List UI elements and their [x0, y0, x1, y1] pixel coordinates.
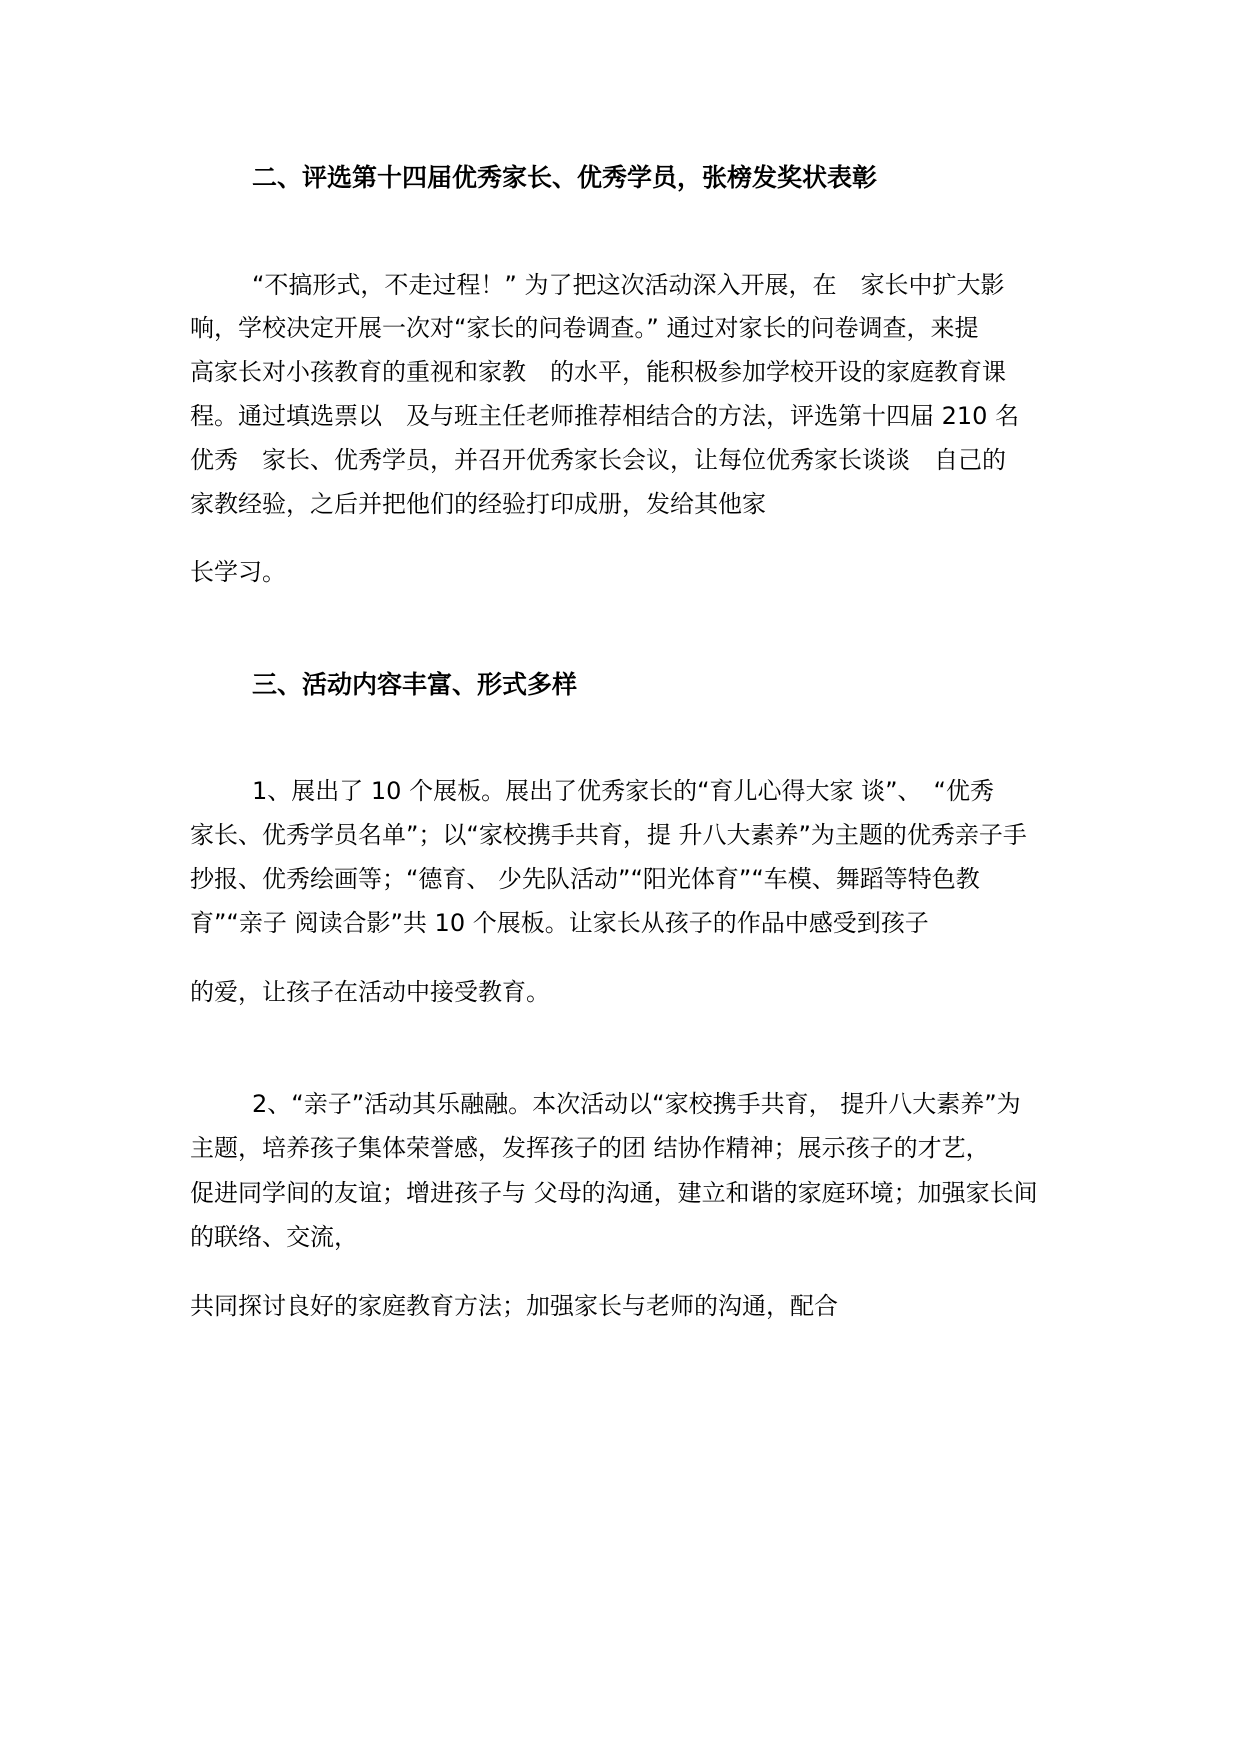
section-2-line-1: “不搞形式，不走过程！” 为了把这次活动深入开展，在 家长中扩大影	[252, 271, 1005, 299]
item-1-line-5: 的爱，让孩子在活动中接受教育。	[190, 978, 550, 1006]
item-1-line-4: 育”“亲子 阅读合影”共 10 个展板。让家长从孩子的作品中感受到孩子	[190, 909, 929, 937]
item-1-line-3: 抄报、优秀绘画等；“德育、 少先队活动”“阳光体育”“车模、舞蹈等特色教	[190, 865, 980, 893]
section-2-line-3: 高家长对小孩教育的重视和家教 的水平，能积极参加学校开设的家庭教育课	[190, 358, 1006, 386]
section-2-heading: 二、评选第十四届优秀家长、优秀学员，张榜发奖状表彰	[252, 163, 878, 192]
section-2-line-7: 长学习。	[190, 558, 286, 586]
section-2-line-4: 程。通过填选票以 及与班主任老师推荐相结合的方法，评选第十四届 210 名	[190, 402, 1020, 430]
item-1-line-1: 1、展出了 10 个展板。展出了优秀家长的“育儿心得大家 谈”、 “优秀	[252, 777, 994, 805]
item-1-line-2: 家长、优秀学员名单”；以“家校携手共育，提 升八大素养”为主题的优秀亲子手	[190, 821, 1027, 849]
item-2-line-5: 共同探讨良好的家庭教育方法；加强家长与老师的沟通，配合	[190, 1292, 838, 1320]
section-2-line-2: 响，学校决定开展一次对“家长的问卷调查。” 通过对家长的问卷调查，来提	[190, 314, 979, 342]
section-2-line-5: 优秀 家长、优秀学员，并召开优秀家长会议，让每位优秀家长谈谈 自己的	[190, 446, 1006, 474]
section-2-line-6: 家教经验，之后并把他们的经验打印成册，发给其他家	[190, 490, 766, 518]
section-3-heading: 三、活动内容丰富、形式多样	[252, 670, 578, 699]
item-2-line-2: 主题，培养孩子集体荣誉感，发挥孩子的团 结协作精神；展示孩子的才艺，	[190, 1134, 990, 1162]
item-2-line-4: 的联络、交流，	[190, 1223, 358, 1251]
item-2-line-3: 促进同学间的友谊；增进孩子与 父母的沟通，建立和谐的家庭环境；加强家长间	[190, 1179, 1038, 1207]
item-2-line-1: 2、“亲子”活动其乐融融。本次活动以“家校携手共育， 提升八大素养”为	[252, 1090, 1021, 1118]
